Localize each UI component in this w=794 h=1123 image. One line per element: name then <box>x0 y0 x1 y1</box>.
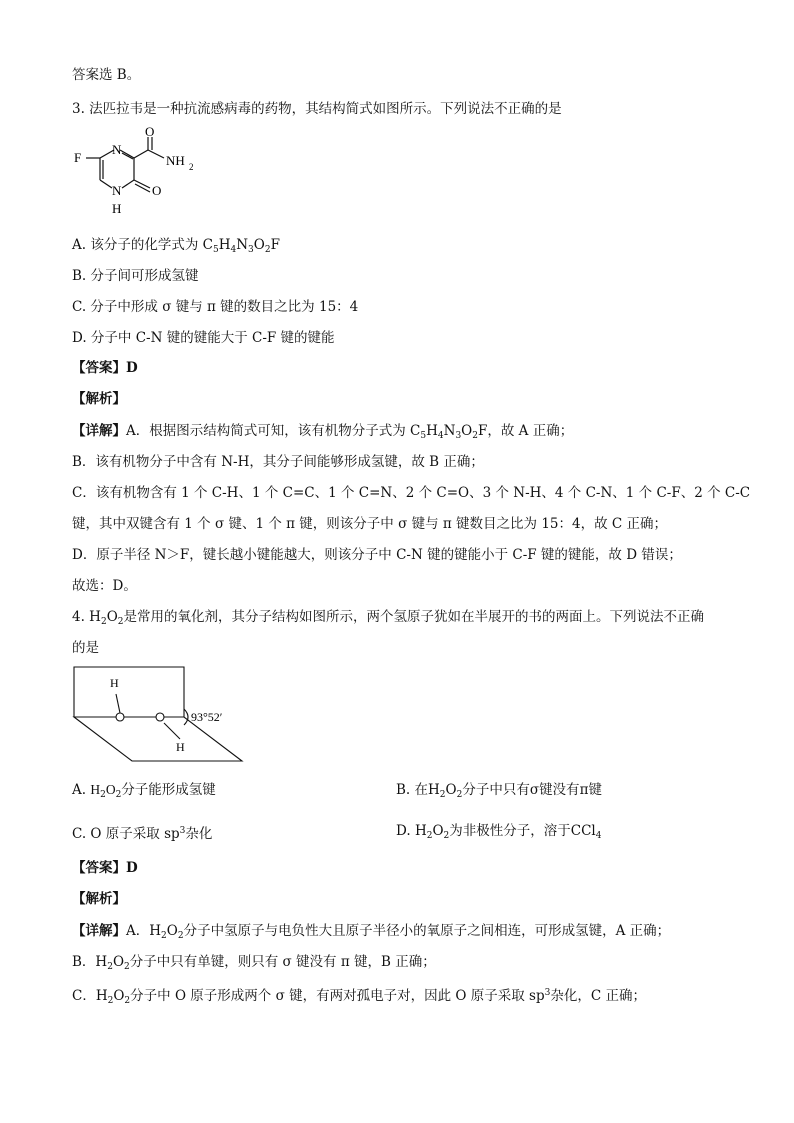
q3-detail-c-line2: 键，其中双键含有 1 个 σ 键、1 个 π 键，则该分子中 σ 键与 π 键数目之比为 15：4，故 C 正确； <box>72 516 668 532</box>
q4-option-c: C. O 原子采取 $sp^3$杂化 <box>72 826 213 842</box>
favipiravir-structure <box>70 125 220 225</box>
q3-stem: 3. 法匹拉韦是一种抗流感病毒的药物，其结构简式如图所示。下列说法不正确的是 <box>72 101 562 117</box>
atom-N-top: N <box>112 142 122 157</box>
q4-option-b: B. 在$H_2O_2$分子中只有σ键没有π键 <box>396 782 602 800</box>
atom-O-top: O <box>145 125 155 139</box>
q3-answer: 【答案】D <box>72 360 138 376</box>
previous-answer-line: 答案选 B。 <box>72 67 141 83</box>
atom-F: F <box>74 150 82 165</box>
q3-option-d: D. 分子中 C-N 键的键能大于 C-F 键的键能 <box>72 330 335 346</box>
atom-NH2: NH <box>166 153 185 168</box>
q4-option-d: D. $H_2O_2$为非极性分子，溶于CCl$_4$ <box>396 823 602 841</box>
bond-angle-label: 93°52′ <box>191 710 223 724</box>
q3-option-c: C. 分子中形成 σ 键与 π 键的数目之比为 15：4 <box>72 299 359 315</box>
q4-answer: 【答案】D <box>72 860 138 876</box>
q3-option-b: B. 分子间可形成氢键 <box>72 268 199 284</box>
q4-detail-b: B．$H_2O_2$分子中只有单键，则只有 σ 键没有 π 键，B 正确； <box>72 954 436 972</box>
q4-stem-line2: 的是 <box>72 640 99 656</box>
atom-NH2-sub: 2 <box>189 162 194 172</box>
atom-H-bottom: H <box>112 201 122 216</box>
atom-N-bottom: N <box>112 183 122 198</box>
q3-detail-a: 【详解】A．根据图示结构简式可知，该有机物分子式为 $C_5H_4N_3O_2F$，故 A 正确； <box>72 423 574 441</box>
h2o2-structure-figure <box>72 665 247 765</box>
q4-stem: 4. $H_2O_2$是常用的氧化剂，其分子结构如图所示，两个氢原子犹如在半展开的书的两面上。下列说法不正确 <box>72 609 704 627</box>
q4-analysis-heading: 【解析】 <box>72 891 126 907</box>
q3-option-a: A. 该分子的化学式为 $C_5H_4N_3O_2F$ <box>72 237 280 255</box>
q4-detail-a: 【详解】A．$H_2O_2$分子中氢原子与电负性大且原子半径小的氧原子之间相连，可形成氢键，A 正确； <box>72 923 671 941</box>
q4-option-a: A. $H_2O_2$分子能形成氢键 <box>72 782 216 800</box>
q3-detail-d: D．原子半径 N＞F，键长越小键能越大，则该分子中 C-N 键的键能小于 C-F 键的键能，故 D 错误； <box>72 547 682 563</box>
atom-H-bottom-fig: H <box>176 740 185 754</box>
q3-analysis-heading: 【解析】 <box>72 391 126 407</box>
q4-detail-c: C．$H_2O_2$分子中 O 原子形成两个 σ 键，有两对孤电子对，因此 O 原子采取 $sp^3$杂化，C 正确； <box>72 988 646 1006</box>
atom-O-right: O <box>152 183 162 198</box>
q3-detail-c-line1: C．该有机物含有 1 个 C-H、1 个 C=C、1 个 C=N、2 个 C=O、3 个 N-H、4 个 C-N、1 个 C-F、2 个 C-C <box>72 485 751 501</box>
q3-conclusion: 故选：D。 <box>72 578 137 594</box>
atom-H-top: H <box>110 676 119 690</box>
q3-detail-b: B．该有机物分子中含有 N-H，其分子间能够形成氢键，故 B 正确； <box>72 454 484 470</box>
